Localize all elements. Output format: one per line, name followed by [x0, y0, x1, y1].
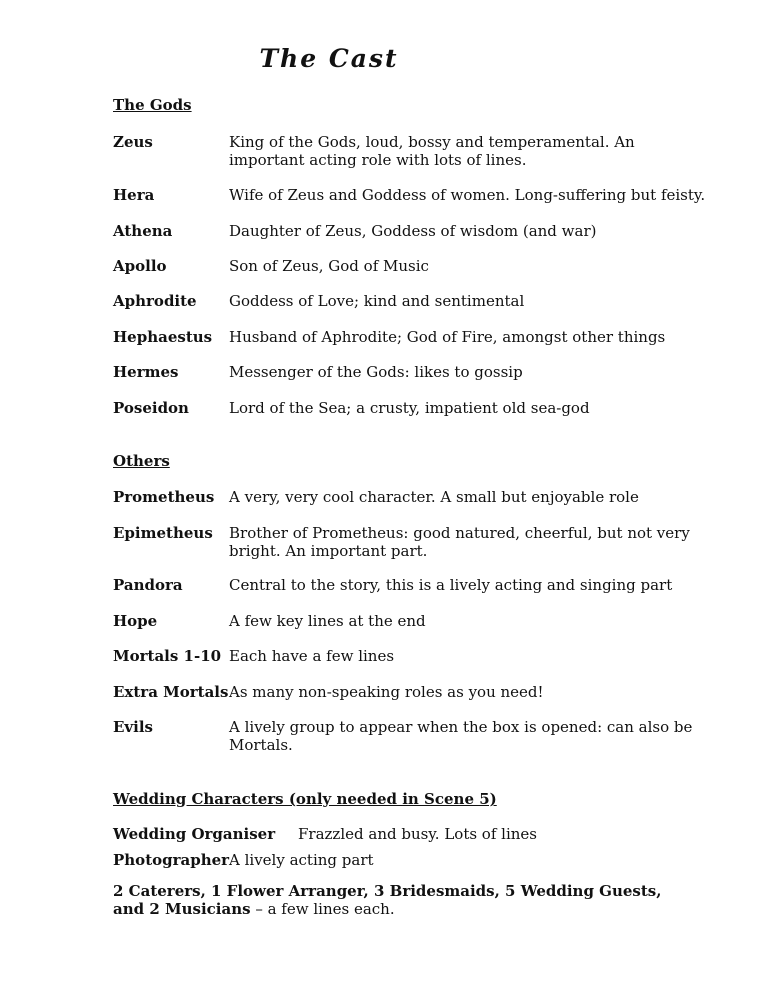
cast-desc: Goddess of Love; kind and sentimental	[229, 292, 525, 310]
closing-roles: 2 Caterers, 1 Flower Arranger, 3 Bridesmaids, 5 Wedding Guests, and 2 Musicians	[113, 882, 662, 918]
cast-name: Poseidon	[113, 399, 189, 417]
cast-desc: A lively acting part	[229, 851, 374, 869]
cast-desc: Brother of Prometheus: good natured, cheerful, but not very bright. An important part.	[229, 524, 690, 560]
cast-name: Hera	[113, 186, 155, 204]
cast-name: Epimetheus	[113, 524, 213, 542]
cast-name: Aphrodite	[113, 292, 197, 310]
section-heading-others: Others	[113, 452, 170, 470]
cast-desc: King of the Gods, loud, bossy and temperamental. An important acting role with lots of lines.	[229, 133, 635, 169]
cast-desc: Son of Zeus, God of Music	[229, 257, 429, 275]
cast-desc: Lord of the Sea; a crusty, impatient old sea-god	[229, 399, 590, 417]
cast-name: Zeus	[113, 133, 153, 151]
cast-name: Pandora	[113, 576, 183, 594]
cast-desc: Wife of Zeus and Goddess of women. Long-suffering but feisty.	[229, 186, 706, 204]
cast-name: Athena	[113, 222, 173, 240]
cast-name: Hope	[113, 612, 158, 630]
cast-desc: Frazzled and busy. Lots of lines	[298, 825, 537, 843]
cast-desc: Each have a few lines	[229, 647, 395, 665]
cast-name: Wedding Organiser	[113, 825, 276, 843]
section-heading-wedding: Wedding Characters (only needed in Scene 5)	[113, 790, 497, 808]
cast-name: Photographer	[113, 851, 230, 869]
cast-name: Prometheus	[113, 488, 215, 506]
cast-desc: Daughter of Zeus, Goddess of wisdom (and war)	[229, 222, 597, 240]
cast-desc: A lively group to appear when the box is opened: can also be Mortals.	[229, 718, 693, 754]
cast-desc: A very, very cool character. A small but enjoyable role	[229, 488, 639, 506]
cast-desc: A few key lines at the end	[229, 612, 426, 630]
closing-note	[113, 882, 673, 918]
cast-desc: Central to the story, this is a lively acting and singing part	[229, 576, 673, 594]
cast-name: Mortals 1-10	[113, 647, 222, 665]
cast-desc: As many non-speaking roles as you need!	[229, 683, 544, 701]
cast-name: Apollo	[113, 257, 167, 275]
cast-name: Evils	[113, 718, 153, 736]
cast-name: Hephaestus	[113, 328, 213, 346]
page-title: The Cast	[259, 44, 399, 73]
cast-name: Extra Mortals	[113, 683, 229, 701]
section-heading-gods: The Gods	[113, 96, 192, 114]
cast-desc: Husband of Aphrodite; God of Fire, amongst other things	[229, 328, 666, 346]
cast-desc: Messenger of the Gods: likes to gossip	[229, 363, 523, 381]
cast-name: Hermes	[113, 363, 179, 381]
closing-rest: – a few lines each.	[250, 900, 395, 918]
